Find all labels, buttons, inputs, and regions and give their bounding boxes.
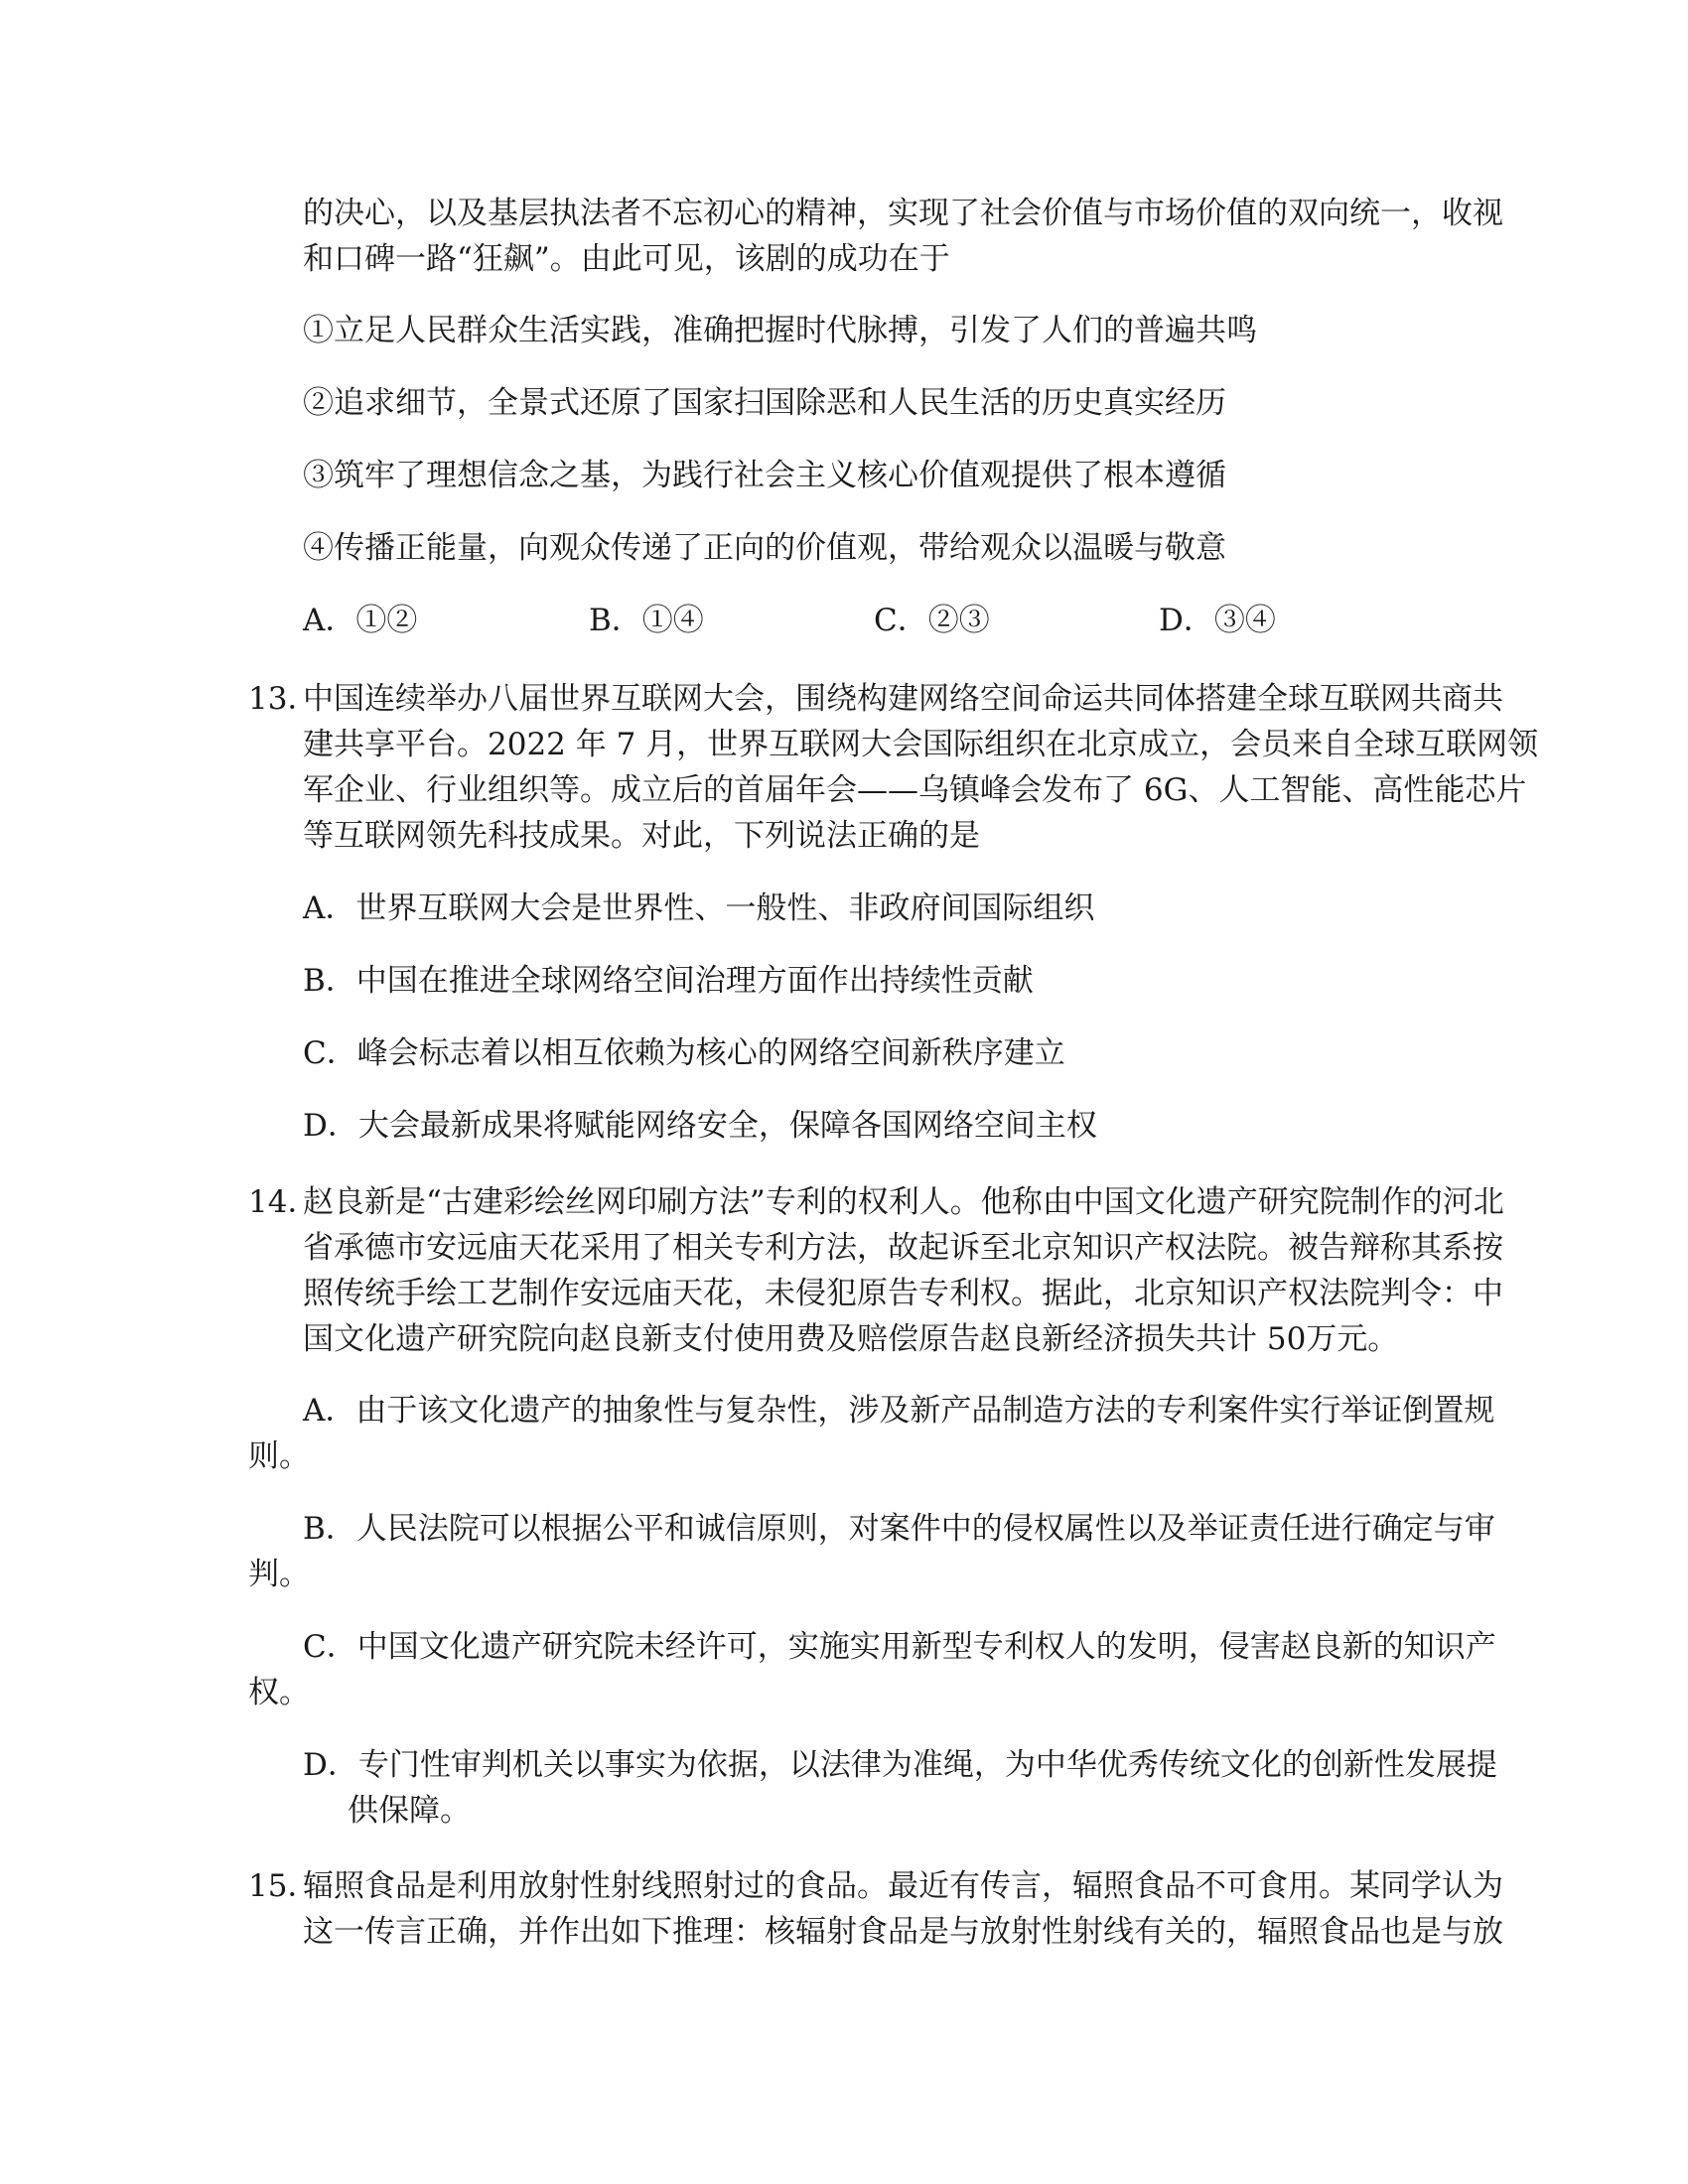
q14-option-c-wrap: 权。: [248, 1675, 310, 1710]
q13-option-c: C．峰会标志着以相互依赖为核心的网络空间新秩序建立: [303, 1035, 1065, 1071]
q14-stem-line: 赵良新是“古建彩绘丝网印刷方法”专利的权利人。他称由中国文化遗产研究院制作的河北: [303, 1184, 1504, 1220]
q12-item: ①立足人民群众生活实践，准确把握时代脉搏，引发了人们的普遍共鸣: [303, 313, 1257, 348]
q13-stem-line: 军企业、行业组织等。成立后的首届年会——乌镇峰会发布了 6G、人工智能、高性能芯片: [303, 772, 1527, 808]
q15-stem-line: 这一传言正确，并作出如下推理：核辐射食品是与放射性射线有关的，辐照食品也是与放: [303, 1914, 1503, 1950]
q14-option-b-wrap: 判。: [248, 1557, 310, 1592]
q15-number: 15．: [248, 1868, 319, 1904]
q12-stem-line: 和口碑一路“狂飙”。由此可见，该剧的成功在于: [303, 241, 950, 277]
q14-stem-line: 国文化遗产研究院向赵良新支付使用费及赔偿原告赵良新经济损失共计 50万元。: [303, 1321, 1399, 1357]
q12-option-a: A．①②: [303, 603, 418, 638]
q13-stem-line: 中国连续举办八届世界互联网大会，围绕构建网络空间命运共同体搭建全球互联网共商共: [303, 681, 1503, 717]
q13-stem-line: 建共享平台。2022 年 7 月，世界互联网大会国际组织在北京成立，会员来自全球互联网领: [303, 727, 1539, 762]
q14-stem-line: 照传统手绘工艺制作安远庙天花，未侵犯原告专利权。据此，北京知识产权法院判令：中: [303, 1276, 1503, 1311]
q14-option-c: C．中国文化遗产研究院未经许可，实施实用新型专利权人的发明，侵害赵良新的知识产: [303, 1629, 1496, 1665]
q14-option-b: B．人民法院可以根据公平和诚信原则，对案件中的侵权属性以及举证责任进行确定与审: [303, 1511, 1495, 1547]
q14-option-d-wrap: 供保障。: [348, 1793, 471, 1829]
q12-option-b: B．①④: [589, 603, 704, 638]
q12-stem-line: 的决心，以及基层执法者不忘初心的精神，实现了社会价值与市场价值的双向统一，收视: [303, 196, 1503, 231]
q12-item: ②追求细节，全景式还原了国家扫国除恶和人民生活的历史真实经历: [303, 385, 1226, 421]
q12-option-d: D．③④: [1159, 603, 1276, 638]
q14-option-d: D．专门性审判机关以事实为依据，以法律为准绳，为中华优秀传统文化的创新性发展提: [303, 1747, 1497, 1783]
q13-option-d: D．大会最新成果将赋能网络安全，保障各国网络空间主权: [303, 1108, 1097, 1144]
q14-option-a-wrap: 则。: [248, 1438, 310, 1474]
q15-stem-line: 辐照食品是利用放射性射线照射过的食品。最近有传言，辐照食品不可食用。某同学认为: [303, 1868, 1503, 1904]
q13-option-b: B．中国在推进全球网络空间治理方面作出持续性贡献: [303, 963, 1034, 999]
q14-option-a: A．由于该文化遗产的抽象性与复杂性，涉及新产品制造方法的专利案件实行举证倒置规: [303, 1393, 1495, 1429]
q13-number: 13．: [248, 681, 319, 717]
q14-stem-line: 省承德市安远庙天花采用了相关专利方法，故起诉至北京知识产权法院。被告辩称其系按: [303, 1230, 1503, 1266]
q14-number: 14．: [248, 1184, 319, 1220]
q12-item: ④传播正能量，向观众传递了正向的价值观，带给观众以温暖与敬意: [303, 530, 1226, 566]
q12-option-c: C．②③: [874, 603, 990, 638]
q12-item: ③筑牢了理想信念之基，为践行社会主义核心价值观提供了根本遵循: [303, 458, 1226, 493]
q13-stem-line: 等互联网领先科技成果。对此，下列说法正确的是: [303, 818, 980, 854]
q13-option-a: A．世界互联网大会是世界性、一般性、非政府间国际组织: [303, 890, 1095, 926]
